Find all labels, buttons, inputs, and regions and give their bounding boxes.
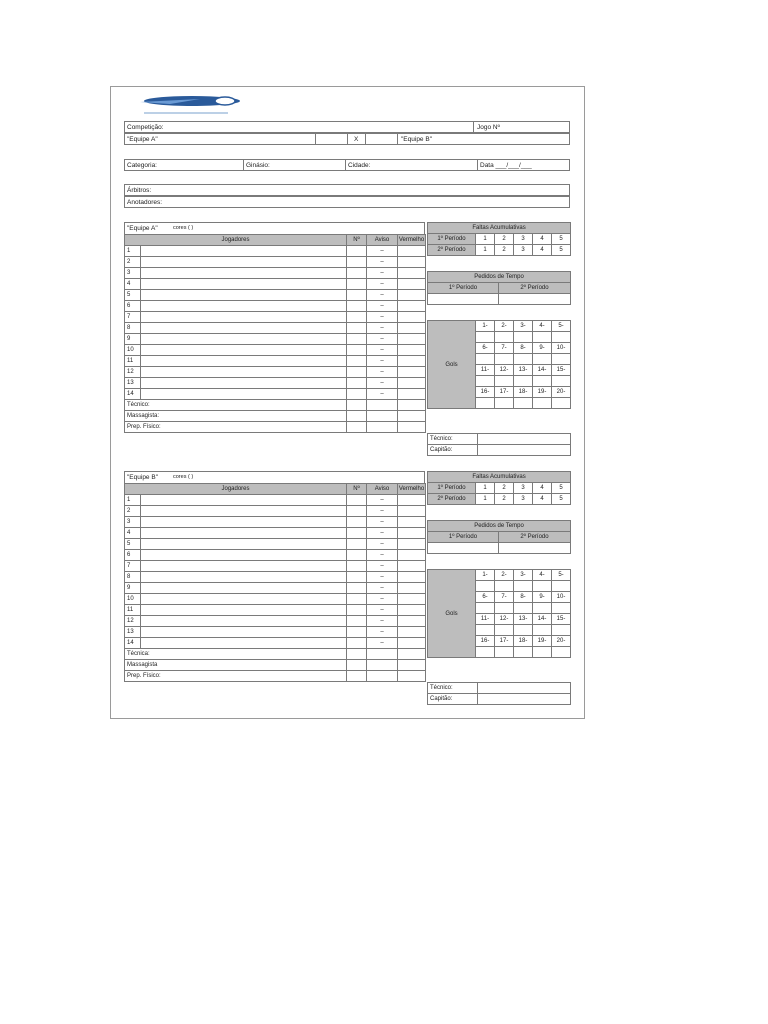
player-name-cell[interactable] [141,367,347,378]
foul-box[interactable]: 1 [476,483,495,494]
warning-cell[interactable]: – [367,345,398,356]
player-name-cell[interactable] [141,312,347,323]
referees-label: Árbitros: [127,187,152,194]
warning-cell[interactable]: – [367,583,398,594]
goal-box[interactable]: 6- [476,343,495,354]
player-number-cell[interactable] [347,268,367,279]
foul-box[interactable]: 4 [533,494,552,505]
table-row: 10 – [125,345,426,356]
team-a-title-row [124,222,425,234]
red-cell[interactable] [398,323,426,334]
team-b-fouls-table [427,471,571,505]
goal-box[interactable]: 3- [514,321,533,332]
warning-cell[interactable]: – [367,627,398,638]
table-row: 8 – [125,323,426,334]
goal-box[interactable]: 11- [476,365,495,376]
referees-row [124,184,570,196]
goal-box[interactable]: 14- [533,365,552,376]
coach-signature-field[interactable] [478,434,571,445]
table-row: 6 – [125,301,426,312]
red-cell[interactable] [398,528,426,539]
team-a-label: "Equipe A" [127,136,158,143]
goal-box[interactable]: 9- [533,592,552,603]
player-name-cell[interactable] [141,334,347,345]
goal-box[interactable]: 8- [514,592,533,603]
coach-label: Técnica: [125,649,347,660]
period-2-label: 2º Período [428,494,476,505]
timeout-box[interactable] [499,543,571,554]
timeout-box[interactable] [428,543,499,554]
period-1-label: 1º Período [428,483,476,494]
table-row: 14 – [125,389,426,400]
physical-trainer-label: Prep. Físico: [125,671,347,682]
col-number: Nº [347,484,367,495]
timeout-period-2: 2º Período [499,283,571,294]
red-cell[interactable] [398,290,426,301]
table-row: 1 – [125,495,426,506]
goal-box[interactable]: 8- [514,343,533,354]
warning-cell[interactable]: – [367,561,398,572]
warning-cell[interactable]: – [367,246,398,257]
table-row: 1 – [125,246,426,257]
red-cell[interactable] [398,246,426,257]
warning-cell[interactable]: – [367,279,398,290]
team-b-players-table [124,483,426,682]
player-number-cell[interactable] [347,334,367,345]
col-number: Nº [347,235,367,246]
warning-cell[interactable]: – [367,550,398,561]
warning-cell[interactable]: – [367,312,398,323]
table-row: 14 – [125,638,426,649]
red-cell[interactable] [398,312,426,323]
red-cell[interactable] [398,605,426,616]
table-row: 9 – [125,334,426,345]
red-cell[interactable] [398,268,426,279]
timeout-period-1: 1º Período [428,283,499,294]
masseur-label: Massagista [125,660,347,671]
red-cell[interactable] [398,356,426,367]
warning-cell[interactable]: – [367,539,398,550]
goal-box[interactable]: 17- [495,636,514,647]
scorers-label: Anotadores: [127,199,163,206]
warning-cell[interactable]: – [367,638,398,649]
foul-box[interactable]: 3 [514,494,533,505]
red-cell[interactable] [398,345,426,356]
goal-box[interactable]: 5- [552,570,571,581]
red-cell[interactable] [398,334,426,345]
foul-box[interactable]: 4 [533,234,552,245]
player-name-cell[interactable] [141,378,347,389]
timeouts-title: Pedidos de Tempo [428,521,571,532]
table-row: 8 – [125,572,426,583]
warning-cell[interactable]: – [367,301,398,312]
goal-box[interactable]: 5- [552,321,571,332]
period-1-label: 1º Período [428,234,476,245]
red-cell[interactable] [398,583,426,594]
team-b-goals-table [427,569,571,658]
player-number-cell[interactable] [347,517,367,528]
goal-box[interactable]: 14- [533,614,552,625]
player-number-cell[interactable] [347,572,367,583]
player-number-cell[interactable] [347,312,367,323]
foul-box[interactable]: 3 [514,245,533,256]
goal-box[interactable]: 19- [533,387,552,398]
warning-cell[interactable]: – [367,572,398,583]
player-name-cell[interactable] [141,517,347,528]
goal-box[interactable]: 6- [476,592,495,603]
red-cell[interactable] [398,257,426,268]
warning-cell[interactable]: – [367,323,398,334]
red-cell[interactable] [398,279,426,290]
table-row: 6 – [125,550,426,561]
red-cell[interactable] [398,378,426,389]
team-a-colors: cores ( ) [173,225,194,231]
foul-box[interactable]: 5 [552,483,571,494]
coach-signature-label: Técnico: [428,683,478,694]
player-name-cell[interactable] [141,572,347,583]
goal-box[interactable]: 20- [552,387,571,398]
period-2-label: 2º Período [428,245,476,256]
player-number-cell[interactable] [347,616,367,627]
competition-row [124,121,570,133]
player-number-cell[interactable] [347,246,367,257]
player-number-cell[interactable] [347,605,367,616]
foul-box[interactable]: 5 [552,245,571,256]
goal-box[interactable]: 17- [495,387,514,398]
team-a-timeouts-table [427,271,571,305]
player-name-cell[interactable] [141,616,347,627]
foul-box[interactable]: 5 [552,494,571,505]
goal-box[interactable]: 15- [552,614,571,625]
foul-box[interactable]: 1 [476,234,495,245]
team-a-fouls-table [427,222,571,256]
warning-cell[interactable]: – [367,257,398,268]
player-name-cell[interactable] [141,495,347,506]
goal-box[interactable]: 4- [533,321,552,332]
player-name-cell[interactable] [141,528,347,539]
coach-label: Técnico: [125,400,347,411]
player-name-cell[interactable] [141,301,347,312]
player-number-cell[interactable] [347,301,367,312]
player-number-cell[interactable] [347,257,367,268]
player-number-cell[interactable] [347,323,367,334]
col-warning: Aviso [367,484,398,495]
foul-box[interactable]: 3 [514,234,533,245]
table-row [125,660,426,671]
foul-box[interactable]: 2 [495,245,514,256]
goal-box[interactable]: 3- [514,570,533,581]
goal-box[interactable]: 15- [552,365,571,376]
table-row: 11 – [125,356,426,367]
player-number-cell[interactable] [347,638,367,649]
goal-box[interactable]: 2- [495,570,514,581]
player-name-cell[interactable] [141,323,347,334]
col-red: Vermelho [398,484,426,495]
goal-box[interactable]: 18- [514,387,533,398]
foul-box[interactable]: 4 [533,245,552,256]
red-cell[interactable] [398,561,426,572]
table-row [125,411,426,422]
versus-label: X [354,136,359,143]
goal-box[interactable]: 10- [552,592,571,603]
goal-box[interactable]: 7- [495,343,514,354]
table-row: 12 – [125,367,426,378]
player-name-cell[interactable] [141,389,347,400]
goal-box[interactable]: 11- [476,614,495,625]
table-row: 3 – [125,517,426,528]
masseur-label: Massagista: [125,411,347,422]
player-name-cell[interactable] [141,638,347,649]
player-name-cell[interactable] [141,605,347,616]
foul-box[interactable]: 2 [495,234,514,245]
player-name-cell[interactable] [141,257,347,268]
table-row: 5 – [125,290,426,301]
game-number-label: Jogo Nº [477,124,500,131]
player-number-cell[interactable] [347,561,367,572]
team-b-title-row [124,471,425,483]
goals-label: Gols [428,570,476,658]
coach-signature-label: Técnico: [428,434,478,445]
red-cell[interactable] [398,627,426,638]
coach-signature-field[interactable] [478,683,571,694]
player-name-cell[interactable] [141,506,347,517]
warning-cell[interactable]: – [367,528,398,539]
captain-signature-label: Capitão: [428,445,478,456]
warning-cell[interactable]: – [367,334,398,345]
foul-box[interactable]: 1 [476,494,495,505]
player-number-cell[interactable] [347,367,367,378]
table-row: 9 – [125,583,426,594]
gym-label: Ginásio: [246,162,270,169]
red-cell[interactable] [398,638,426,649]
goal-box[interactable]: 12- [495,365,514,376]
foul-box[interactable]: 2 [495,483,514,494]
physical-trainer-label: Prep. Físico: [125,422,347,433]
warning-cell[interactable]: – [367,517,398,528]
team-b-colors: cores ( ) [173,474,194,480]
category-label: Categoria: [127,162,157,169]
table-row [125,422,426,433]
table-row: 2 – [125,506,426,517]
red-cell[interactable] [398,367,426,378]
fouls-title: Faltas Acumulativas [428,223,571,234]
goal-box[interactable]: 7- [495,592,514,603]
table-row: 11 – [125,605,426,616]
player-name-cell[interactable] [141,627,347,638]
table-row: 3 – [125,268,426,279]
player-name-cell[interactable] [141,290,347,301]
timeout-box[interactable] [499,294,571,305]
col-red: Vermelho [398,235,426,246]
col-warning: Aviso [367,235,398,246]
goal-box[interactable]: 13- [514,365,533,376]
timeouts-title: Pedidos de Tempo [428,272,571,283]
team-a-signatures [427,433,571,456]
foul-box[interactable]: 5 [552,234,571,245]
player-name-cell[interactable] [141,356,347,367]
col-players: Jogadores [125,484,347,495]
player-name-cell[interactable] [141,268,347,279]
red-cell[interactable] [398,616,426,627]
warning-cell[interactable]: – [367,616,398,627]
player-number-cell[interactable] [347,539,367,550]
team-b-title: "Equipe B" [127,474,158,481]
team-a-goals-table [427,320,571,409]
goal-box[interactable]: 20- [552,636,571,647]
player-name-cell[interactable] [141,594,347,605]
captain-signature-label: Capitão: [428,694,478,705]
player-number-cell[interactable] [347,583,367,594]
timeout-period-2: 2º Período [499,532,571,543]
player-name-cell[interactable] [141,561,347,572]
player-name-cell[interactable] [141,550,347,561]
red-cell[interactable] [398,550,426,561]
player-name-cell[interactable] [141,279,347,290]
competition-label: Competição: [127,124,164,131]
table-row [125,671,426,682]
red-cell[interactable] [398,506,426,517]
red-cell[interactable] [398,517,426,528]
goal-box[interactable]: 1- [476,570,495,581]
table-row: 12 – [125,616,426,627]
table-row: 7 – [125,561,426,572]
player-number-cell[interactable] [347,356,367,367]
goal-box[interactable]: 18- [514,636,533,647]
city-label: Cidade: [348,162,371,169]
player-name-cell[interactable] [141,539,347,550]
table-row: 7 – [125,312,426,323]
warning-cell[interactable]: – [367,389,398,400]
goal-box[interactable]: 19- [533,636,552,647]
table-row: 10 – [125,594,426,605]
goal-box[interactable]: 2- [495,321,514,332]
player-number-cell[interactable] [347,290,367,301]
category-row [124,159,570,171]
table-row [125,649,426,660]
player-number-cell[interactable] [347,627,367,638]
red-cell[interactable] [398,594,426,605]
player-number-cell[interactable] [347,550,367,561]
goal-box[interactable]: 12- [495,614,514,625]
red-cell[interactable] [398,389,426,400]
player-name-cell[interactable] [141,583,347,594]
foul-box[interactable]: 4 [533,483,552,494]
team-a-players-table [124,234,426,433]
goal-box[interactable]: 4- [533,570,552,581]
player-number-cell[interactable] [347,279,367,290]
warning-cell[interactable]: – [367,268,398,279]
goal-box[interactable]: 1- [476,321,495,332]
col-players: Jogadores [125,235,347,246]
team-a-title: "Equipe A" [127,225,158,232]
warning-cell[interactable]: – [367,594,398,605]
red-cell[interactable] [398,539,426,550]
red-cell[interactable] [398,572,426,583]
table-row: 5 – [125,539,426,550]
scorers-row [124,196,570,208]
team-b-timeouts-table [427,520,571,554]
federation-logo [130,93,242,117]
warning-cell[interactable]: – [367,356,398,367]
foul-box[interactable]: 3 [514,483,533,494]
date-label: Data ___/___/___ [480,162,532,169]
warning-cell[interactable]: – [367,605,398,616]
red-cell[interactable] [398,495,426,506]
player-number-cell[interactable] [347,495,367,506]
warning-cell[interactable]: – [367,367,398,378]
fouls-title: Faltas Acumulativas [428,472,571,483]
player-name-cell[interactable] [141,246,347,257]
warning-cell[interactable]: – [367,378,398,389]
timeout-period-1: 1º Período [428,532,499,543]
team-b-label: "Equipe B" [401,136,432,143]
table-row: 2 – [125,257,426,268]
goals-label: Gols [428,321,476,409]
timeout-box[interactable] [428,294,499,305]
goal-box[interactable]: 16- [476,636,495,647]
table-row: 4 – [125,279,426,290]
goal-box[interactable]: 10- [552,343,571,354]
warning-cell[interactable]: – [367,495,398,506]
table-row: 4 – [125,528,426,539]
table-row: 13 – [125,627,426,638]
captain-signature-field[interactable] [478,445,571,456]
goal-box[interactable]: 16- [476,387,495,398]
teams-row [124,133,570,145]
warning-cell[interactable]: – [367,290,398,301]
captain-signature-field[interactable] [478,694,571,705]
goal-box[interactable]: 13- [514,614,533,625]
player-number-cell[interactable] [347,506,367,517]
warning-cell[interactable]: – [367,506,398,517]
player-number-cell[interactable] [347,528,367,539]
player-number-cell[interactable] [347,378,367,389]
goal-box[interactable]: 9- [533,343,552,354]
team-b-signatures [427,682,571,705]
player-name-cell[interactable] [141,345,347,356]
player-number-cell[interactable] [347,345,367,356]
table-row: 13 – [125,378,426,389]
table-row [125,400,426,411]
red-cell[interactable] [398,301,426,312]
foul-box[interactable]: 2 [495,494,514,505]
player-number-cell[interactable] [347,594,367,605]
player-number-cell[interactable] [347,389,367,400]
foul-box[interactable]: 1 [476,245,495,256]
